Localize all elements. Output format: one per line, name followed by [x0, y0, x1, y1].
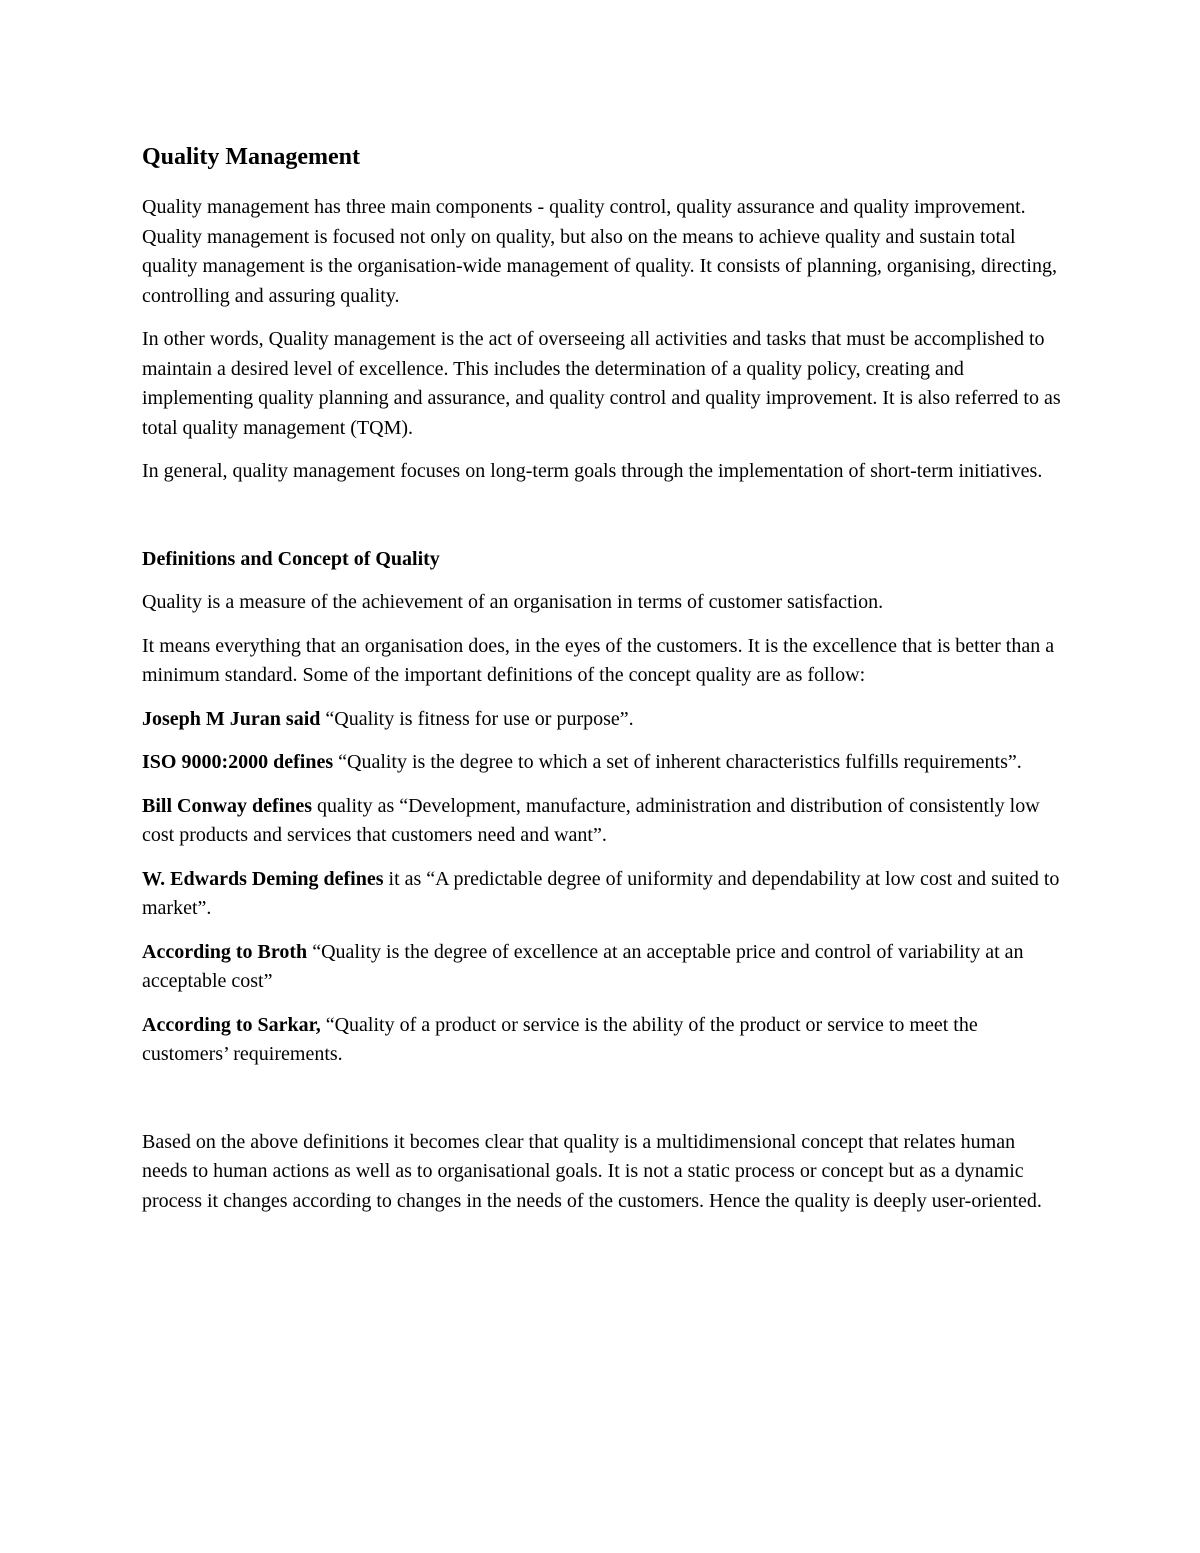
definition-lead: According to Broth: [142, 940, 308, 963]
document-title: Quality Management: [142, 144, 360, 170]
definition-lead: According to Sarkar,: [142, 1013, 321, 1036]
definition-iso: [142, 748, 1062, 778]
definition-sarkar: [142, 1011, 1062, 1070]
definition-lead: W. Edwards Deming defines: [142, 867, 384, 890]
definition-broth: [142, 938, 1062, 997]
definition-conway: [142, 792, 1062, 851]
spacer: [142, 1084, 1062, 1128]
definition-deming: [142, 865, 1062, 924]
definition-lead: ISO 9000:2000 defines: [142, 751, 334, 773]
section-paragraph-1: Quality is a measure of the achievement of an organisation in terms of customer satisfaction.: [142, 591, 884, 613]
definition-lead: Joseph M Juran said: [142, 707, 321, 730]
definition-text: quality as “Development, manufacture, administration and distribution of consistently low cost products and services that customers need and want”.: [142, 794, 1040, 846]
definition-text: “Quality of a product or service is the ability of the product or service to meet the customers’ requirements.: [142, 1013, 978, 1065]
definition-text: “Quality is fitness for use or purpose”.: [320, 707, 634, 730]
spacer: [142, 501, 1062, 545]
section-paragraph-2: It means everything that an organisation does, in the eyes of the customers. It is the excellence that is better than a minimum standard. Some of the important definitions of the concept quality are as follow:: [142, 634, 1055, 686]
document-page: [142, 140, 1062, 1230]
intro-paragraph-1: Quality management has three main components - quality control, quality assurance and quality improvement. Quality management is focused not only on quality, but also on the means to achieve quality and sustain total quality management is the organisation-wide management of quality. It consists of planning, organising, directing, controlling and assuring quality.: [142, 196, 1057, 307]
conclusion-paragraph: Based on the above definitions it becomes clear that quality is a multidimensional concept that relates human needs to human actions as well as to organisational goals. It is not a static process or concept but as a dynamic process it changes according to changes in the needs of the customers. Hence the quality is deeply user-oriented.: [142, 1130, 1042, 1212]
definition-text: “Quality is the degree of excellence at an acceptable price and control of variability at an acceptable cost”: [142, 940, 1024, 992]
intro-paragraph-3: In general, quality management focuses on long-term goals through the implementation of short-term initiatives.: [142, 460, 1043, 482]
definition-text: it as “A predictable degree of uniformity and dependability at low cost and suited to market”.: [142, 867, 1060, 919]
definition-juran: [142, 705, 1062, 735]
intro-paragraph-2: In other words, Quality management is the act of overseeing all activities and tasks that must be accomplished to maintain a desired level of excellence. This includes the determination of a quality policy, creating and implementing quality planning and assurance, and quality control and quality improvement. It is also referred to as total quality management (TQM).: [142, 328, 1061, 439]
definition-text: “Quality is the degree to which a set of inherent characteristics fulfills requirements”.: [333, 751, 1022, 773]
definition-lead: Bill Conway defines: [142, 794, 313, 817]
section-heading: Definitions and Concept of Quality: [142, 547, 440, 570]
